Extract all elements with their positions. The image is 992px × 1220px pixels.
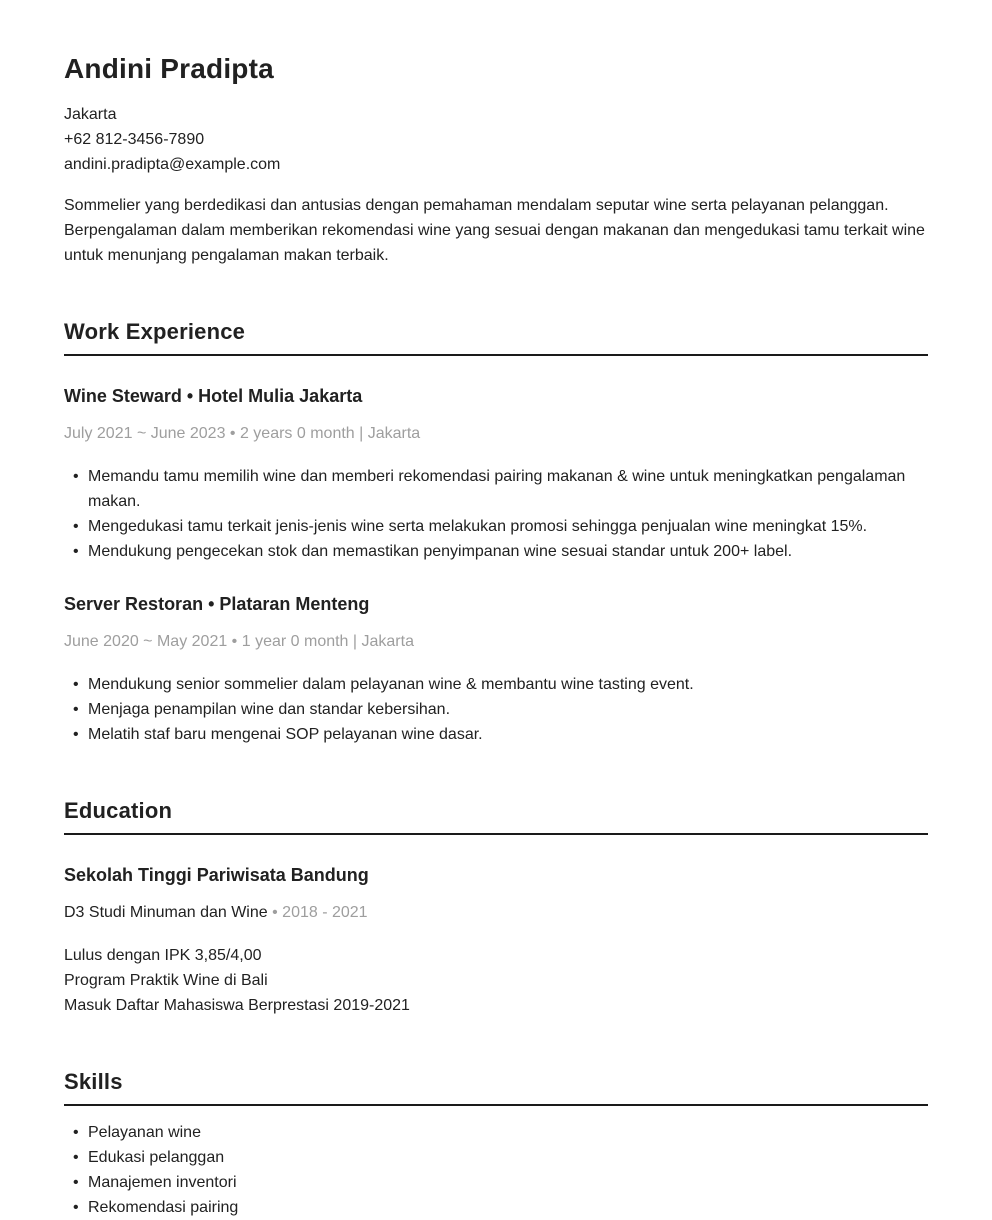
job-bullet: • Mendukung pengecekan stok dan memastikan penyimpanan wine sesuai standar untuk 200+ label. [64,539,928,564]
job-title: Server Restoran • Plataran Menteng [64,594,370,614]
job-meta: July 2021 ~ June 2023 • 2 years 0 month | Jakarta [64,425,421,442]
education-detail: Program Praktik Wine di Bali [64,972,268,989]
education-meta [64,901,928,925]
skill-item: • Rekomendasi pairing [64,1195,928,1220]
section-divider [64,354,928,356]
section-divider [64,1104,928,1106]
education-detail: Lulus dengan IPK 3,85/4,00 [64,947,262,964]
contact-location: Jakarta [64,106,117,123]
section-education [64,797,928,1018]
skill-item: • Edukasi pelanggan [64,1145,928,1170]
job-bullet: • Memandu tamu memilih wine dan memberi rekomendasi pairing makanan & wine untuk meningkatkan pengalaman makan. [64,464,928,514]
skills-list [64,1120,928,1220]
person-name: Andini Pradipta [64,53,274,84]
section-divider [64,833,928,835]
skill-item: • Pelayanan wine [64,1120,928,1145]
school-name: Sekolah Tinggi Pariwisata Bandung [64,865,369,885]
work-experience-title: Work Experience [64,319,246,344]
profile-summary: Sommelier yang berdedikasi dan antusias dengan pemahaman mendalam seputar wine serta pelayanan pelanggan. Berpengalaman dalam memberikan rekomendasi wine yang sesuai dengan makanan dan mengedukasi tamu terkait wine untuk menunjang pengalaman makan terbaik. [64,197,925,264]
job-bullet: • Melatih staf baru mengenai SOP pelayanan wine dasar. [64,722,928,747]
contact-block [64,102,928,177]
job-bullet-list [64,464,928,564]
job-bullet: • Mendukung senior sommelier dalam pelayanan wine & membantu wine tasting event. [64,672,928,697]
education-entry [64,863,928,1018]
skills-title: Skills [64,1069,123,1094]
job-bullet: • Menjaga penampilan wine dan standar kebersihan. [64,697,928,722]
contact-email: andini.pradipta@example.com [64,156,281,173]
education-period: 2018 - 2021 [282,904,368,921]
education-title: Education [64,798,173,823]
section-work-experience [64,318,928,747]
job-entry [64,384,928,564]
job-bullet: • Mengedukasi tamu terkait jenis-jenis wine serta melakukan promosi sehingga penjualan wine meningkat 15%. [64,514,928,539]
contact-phone: +62 812-3456-7890 [64,131,205,148]
job-meta: June 2020 ~ May 2021 • 1 year 0 month | Jakarta [64,633,414,650]
section-skills [64,1068,928,1220]
education-details [64,943,928,1018]
education-detail: Masuk Daftar Mahasiswa Berprestasi 2019-2021 [64,997,410,1014]
degree-name: D3 Studi Minuman dan Wine [64,904,268,921]
skill-item: • Manajemen inventori [64,1170,928,1195]
degree-period-separator: • [272,904,278,921]
job-bullet-list [64,672,928,747]
job-entry [64,592,928,747]
job-title: Wine Steward • Hotel Mulia Jakarta [64,386,363,406]
